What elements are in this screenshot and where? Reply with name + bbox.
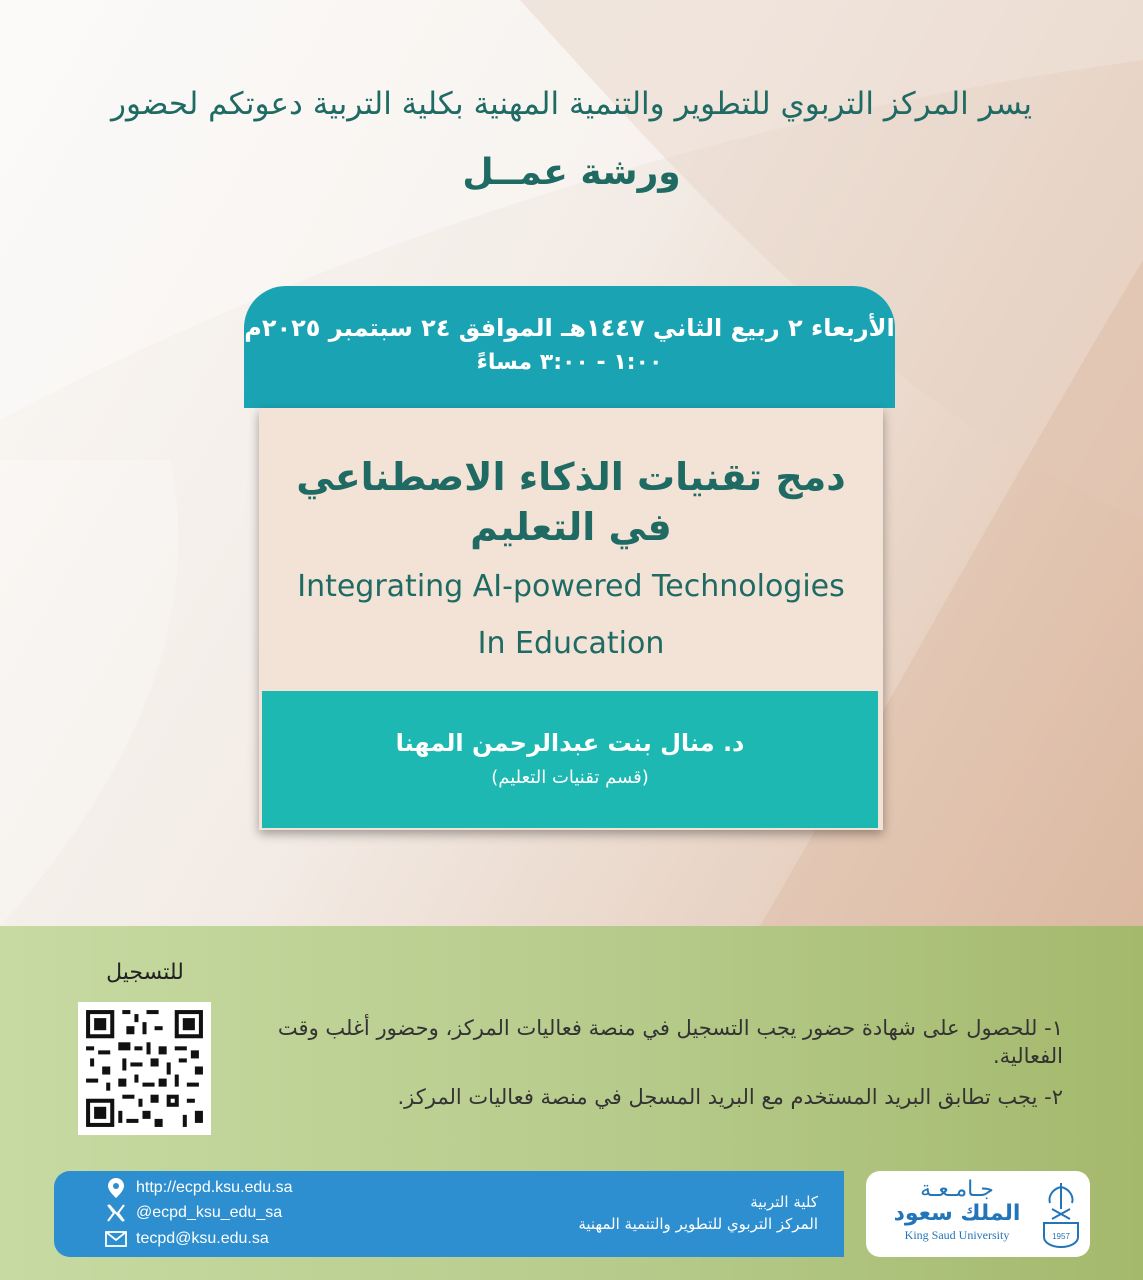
event-type-heading: ورشة عمــل (462, 152, 681, 193)
logo-english: King Saud University (904, 1228, 1010, 1242)
presenter-name: د. منال بنت عبدالرحمن المهنا (395, 729, 745, 757)
title-ar-line1: دمج تقنيات الذكاء الاصطناعي (296, 455, 846, 499)
workshop-title-english (259, 558, 883, 672)
registration-note-1: ١- للحصول على شهادة حضور يجب التسجيل في منصة فعاليات المركز، وحضور أغلب وقت الفعالية. (277, 1016, 1063, 1068)
presenter-panel (262, 691, 878, 828)
university-seal-icon (1038, 1179, 1084, 1249)
website-link[interactable]: http://ecpd.ksu.edu.sa (136, 1179, 293, 1196)
center-name: المركز التربوي للتطوير والتنمية المهنية (578, 1215, 818, 1233)
invitation-intro: يسر المركز التربوي للتطوير والتنمية المهنية بكلية التربية دعوتكم لحضور (110, 86, 1033, 122)
university-logo (866, 1171, 1090, 1257)
presenter-department: (قسم تقنيات التعليم) (491, 767, 649, 788)
organization-info (418, 1191, 818, 1235)
registration-label: للتسجيل (106, 960, 184, 985)
x-logo-icon (104, 1202, 128, 1224)
envelope-icon (104, 1228, 128, 1250)
college-name: كلية التربية (750, 1193, 818, 1211)
event-time: ١:٠٠ - ٣:٠٠ مساءً (476, 350, 663, 375)
footer-contact-bar (54, 1171, 844, 1257)
location-pin-icon (104, 1177, 128, 1199)
schedule-banner (244, 286, 895, 408)
qr-code-icon (78, 1002, 211, 1135)
seal-year: 1957 (1052, 1232, 1070, 1241)
registration-qr-code[interactable] (78, 1002, 211, 1135)
logo-arabic-line2: الملك سعود (893, 1201, 1021, 1226)
twitter-handle[interactable]: @ecpd_ksu_edu_sa (136, 1204, 283, 1221)
event-date: الأربعاء ٢ ربيع الثاني ١٤٤٧هـ الموافق ٢٤ سبتمبر ٢٠٢٥م (244, 314, 895, 342)
title-ar-line2: في التعليم (470, 505, 672, 549)
title-en-line1: Integrating AI-powered Technologies (297, 569, 845, 604)
registration-note-2: ٢- يجب تطابق البريد المستخدم مع البريد المسجل في منصة فعاليات المركز. (397, 1085, 1063, 1109)
logo-arabic-line1: جـامـعـة (920, 1177, 994, 1202)
workshop-title-arabic (259, 452, 883, 552)
email-link[interactable]: tecpd@ksu.edu.sa (136, 1230, 269, 1247)
title-en-line2: In Education (477, 626, 665, 661)
